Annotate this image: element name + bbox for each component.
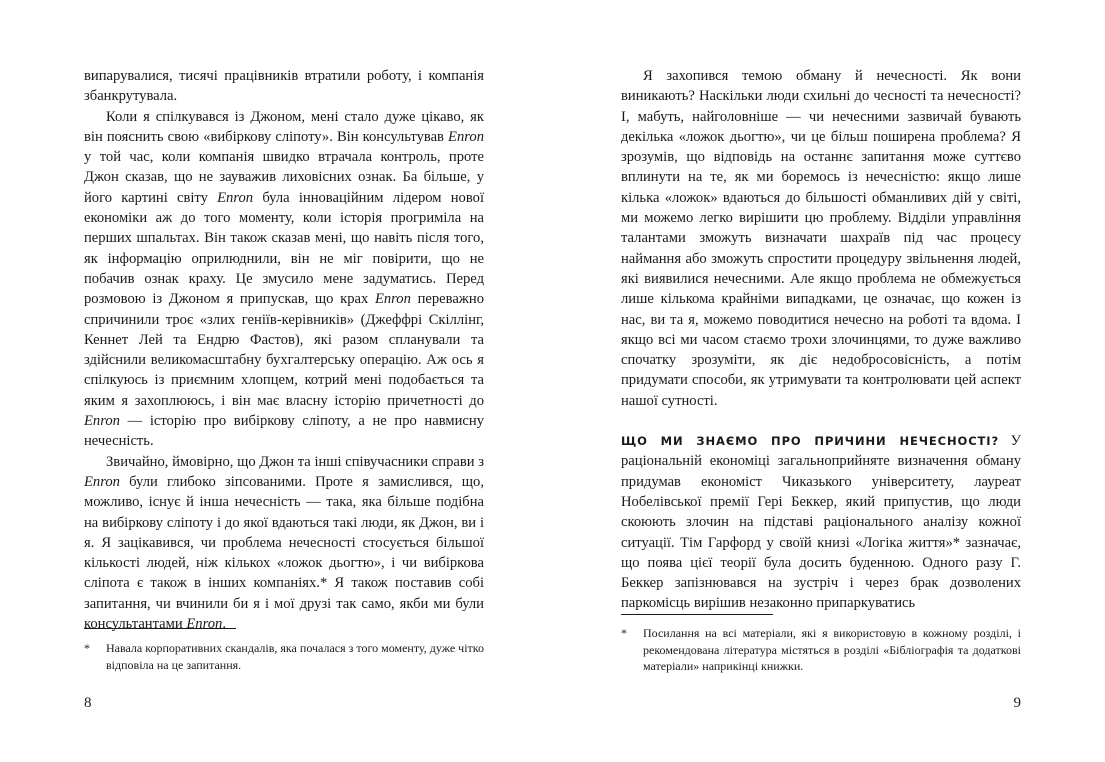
paragraph-text: випарувалися, тисячі працівників втратили роботу, і компанія збанкрутувала.	[84, 68, 484, 105]
left-body-text	[84, 66, 484, 634]
enron-italic: Enron	[186, 616, 223, 633]
page-number: 8	[84, 695, 92, 711]
paragraph-text: .	[222, 616, 226, 633]
footnote-mark: *	[84, 641, 90, 655]
paragraph	[84, 66, 484, 107]
paragraph-text: Я захопився темою обману й нечесності. Як вони виникають? Наскільки люди схильні до чесності та нечесності? І, мабуть, найголовніше — чи нечесними зазвичай бувають декілька «ложок дьогтю», чи це більш поширена проблема? Я зрозумів, що відповідь на останнє запитання може суттєво вплинути на те, як ми боремось із нечесністю: якщо лише кілька «ложок» вдаються до більшості обманливих дій у світі, ми можемо легко вирішити цю проблему. Відділи управління талантами зможуть визначати шахраїв під час процесу наймання або зможуть спростити процедуру звільнення людей, які виявилися нечесними. Але якщо проблема не обмежується лише кількома крайніми випадками, це означає, що кожен із нас, ви та я, можемо поводитися нечесно на роботі та вдома. І якщо всі ми часом стаємо трохи злочинцями, то дуже важливо спочатку зрозуміти, як діє недобросовісність, а потім придумати способи, як утримувати та контролювати цей аспект нашої сутності.	[621, 68, 1021, 409]
paragraph-text: У раціональній економіці загальноприйняте визначення обману придумав економіст Чиказького університету, лауреат Нобелівської премії Гері Беккер, який припустив, що люди скоюють злочин на підставі раціонального аналізу кожної ситуації. Тім Гарфорд у своїй книзі «Логіка життя»* зазначає, що поява цієї теорії була досить буденною. Одного разу Г. Беккер запізнювався на зустріч і через брак дозволених паркомісць вирішив незаконно припаркуватись	[621, 433, 1021, 612]
left-page	[84, 0, 484, 762]
footnote-divider	[621, 614, 773, 615]
footnote	[84, 640, 484, 673]
footnote-divider	[84, 628, 236, 629]
paragraph-text: були глибоко зіпсованими. Проте я замислився, що, можливо, існує й інша нечесність — така, яка більше подібна на вибіркову сліпоту і до якої вдаються такі люди, як Джон, ви і я. Я зацікавився, чи проблема нечесності стосується більшої кількості людей, ніж кількох «ложок дьогтю», і чи вибіркова сліпота є також в інших компаніях.* Я також поставив собі запитання, чи вчинили би я і мої друзі так само, якби ми були консультантами	[84, 473, 484, 633]
paragraph-text: у той час, коли компанія швидко втрачала контроль, проте Джон сказав, що не зауважив лиховісних ознак. Ба більше, у його картині світу	[84, 149, 484, 206]
paragraph-text: була інноваційним лідером нової економіки аж до того моменту, коли історія прогриміла на перших шпальтах. Він також сказав мені, що навіть після того, як інформацію оприлюднили, він не міг повірити, що не побачив ознак краху. Це змусило мене задуматись. Перед розмовою із Джоном я припускав, що крах	[84, 189, 484, 308]
right-page	[621, 0, 1021, 762]
enron-italic: Enron	[84, 413, 120, 430]
paragraph-text: — історію про вибіркову сліпоту, а не про навмисну нечесність.	[84, 413, 484, 450]
right-body-text	[621, 66, 1021, 614]
paragraph-text: Звичайно, ймовірно, що Джон та інші співучасники справи з	[106, 453, 484, 470]
footnote-text: Навала корпоративних скандалів, яка почалася з того моменту, дуже чітко відповіла на це запитання.	[106, 641, 484, 672]
enron-italic: Enron	[84, 473, 120, 490]
footnote	[621, 625, 1021, 675]
paragraph	[621, 431, 1021, 614]
paragraph	[84, 452, 484, 635]
paragraph	[84, 107, 484, 452]
enron-italic: Enron	[448, 128, 484, 145]
section-spacer	[621, 411, 1021, 431]
page-number: 9	[1013, 695, 1021, 711]
footnote-mark: *	[621, 626, 627, 640]
section-heading: ЩО МИ ЗНАЄМО ПРО ПРИЧИНИ НЕЧЕСНОСТІ?	[621, 434, 1000, 449]
paragraph-text: переважно спричинили троє «злих геніїв-керівників» (Джеффрі Скіллінг, Кеннет Лей та Ендрю Фастов), які разом спланували та здійснили великомасштабну бухгалтерську операцію. Аж ось я спілкуюсь із приємним хлопцем, котрий мені подобається та яким я захоплююсь, і він має власну історію причетності до	[84, 291, 484, 409]
paragraph	[621, 66, 1021, 411]
enron-italic: Enron	[217, 189, 254, 206]
enron-italic: Enron	[374, 291, 411, 308]
paragraph-text: Коли я спілкувався із Джоном, мені стало дуже цікаво, як він пояснить свою «вибіркову сліпоту». Він консультував	[84, 108, 484, 145]
footnote-text: Посилання на всі матеріали, які я використовую в кожному розділі, і рекомендована література містяться в розділі «Бібліографія та додаткові матеріали» наприкінці книжки.	[643, 626, 1021, 673]
